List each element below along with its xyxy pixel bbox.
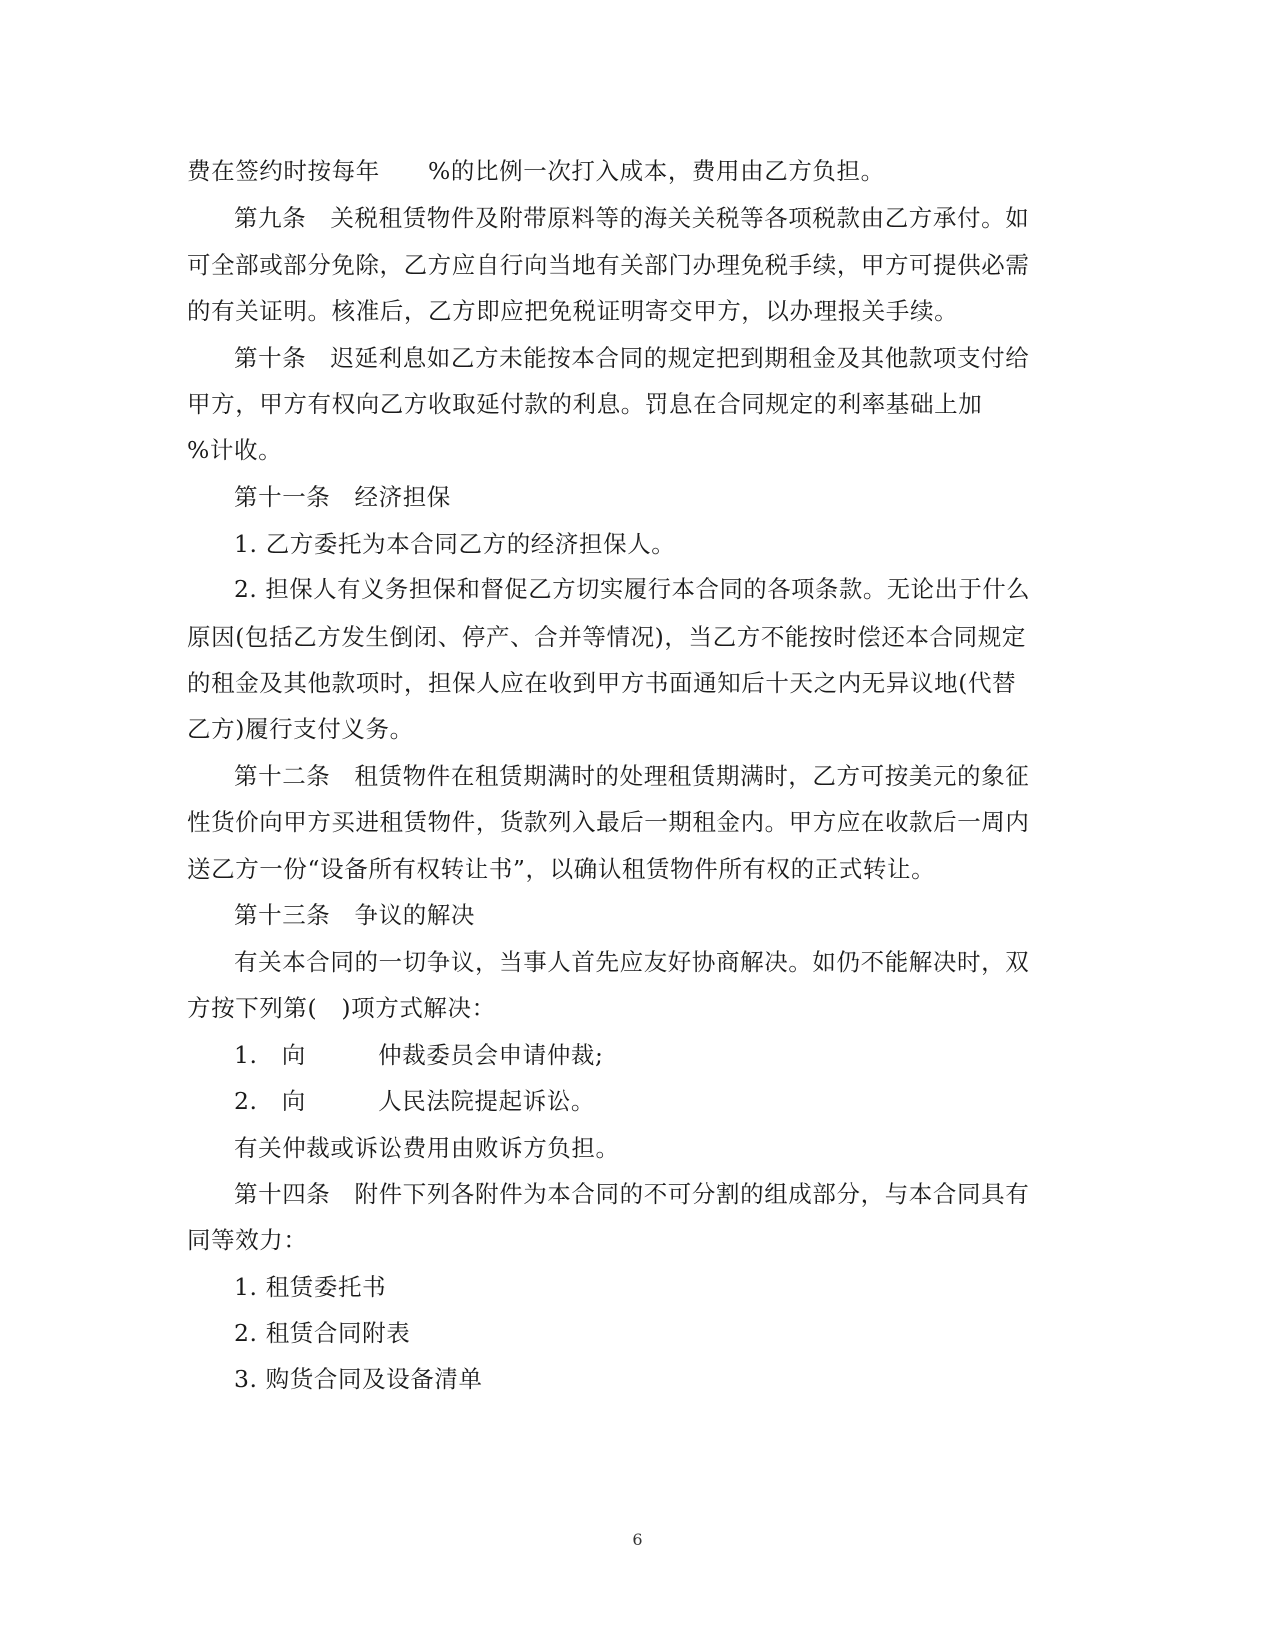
text-line: 有关本合同的一切争议，当事人首先应友好协商解决。如仍不能解决时，双 [234, 948, 1030, 976]
text-line: 2. 租赁合同附表 [234, 1319, 411, 1347]
text-line: 有关仲裁或诉讼费用由败诉方负担。 [234, 1134, 620, 1162]
text-line: 甲方，甲方有权向乙方收取延付款的利息。罚息在合同规定的利率基础上加 [187, 390, 983, 418]
text-line: 费在签约时按每年 %的比例一次打入成本，费用由乙方负担。 [187, 157, 885, 185]
text-line: 性货价向甲方买进租赁物件，货款列入最后一期租金内。甲方应在收款后一周内 [187, 808, 1030, 836]
text-line: 可全部或部分免除，乙方应自行向当地有关部门办理免税手续，甲方可提供必需 [187, 251, 1030, 279]
text-line: 原因(包括乙方发生倒闭、停产、合并等情况)，当乙方不能按时偿还本合同规定 [187, 623, 1026, 651]
text-line: 第九条 关税租赁物件及附带原料等的海关关税等各项税款由乙方承付。如 [234, 204, 1030, 232]
text-line: 送乙方一份“设备所有权转让书”，以确认租赁物件所有权的正式转让。 [187, 855, 936, 883]
text-line: 2. 向 人民法院提起诉讼。 [234, 1087, 596, 1115]
text-line: 3. 购货合同及设备清单 [234, 1365, 483, 1393]
text-line: 第十三条 争议的解决 [234, 901, 475, 929]
text-line: 方按下列第( )项方式解决： [187, 994, 496, 1022]
text-line: 同等效力： [187, 1226, 308, 1254]
text-line: %计收。 [187, 436, 283, 464]
text-line: 第十一条 经济担保 [234, 483, 451, 511]
text-line: 第十条 迟延利息如乙方未能按本合同的规定把到期租金及其他款项支付给 [234, 344, 1030, 372]
text-line: 1. 向 仲裁委员会申请仲裁; [234, 1041, 604, 1069]
text-line: 的租金及其他款项时，担保人应在收到甲方书面通知后十天之内无异议地(代替 [187, 669, 1017, 697]
text-line: 2. 担保人有义务担保和督促乙方切实履行本合同的各项条款。无论出于什么 [234, 576, 1031, 603]
text-line: 1. 租赁委托书 [234, 1273, 387, 1301]
page-number: 6 [632, 1530, 643, 1549]
text-line: 第十二条 租赁物件在租赁期满时的处理租赁期满时，乙方可按美元的象征 [234, 762, 1030, 790]
text-line: 的有关证明。核准后，乙方即应把免税证明寄交甲方，以办理报关手续。 [187, 297, 959, 325]
text-line: 第十四条 附件下列各附件为本合同的不可分割的组成部分，与本合同具有 [234, 1180, 1030, 1208]
text-line: 1. 乙方委托为本合同乙方的经济担保人。 [234, 530, 676, 558]
text-line: 乙方)履行支付义务。 [187, 715, 414, 743]
